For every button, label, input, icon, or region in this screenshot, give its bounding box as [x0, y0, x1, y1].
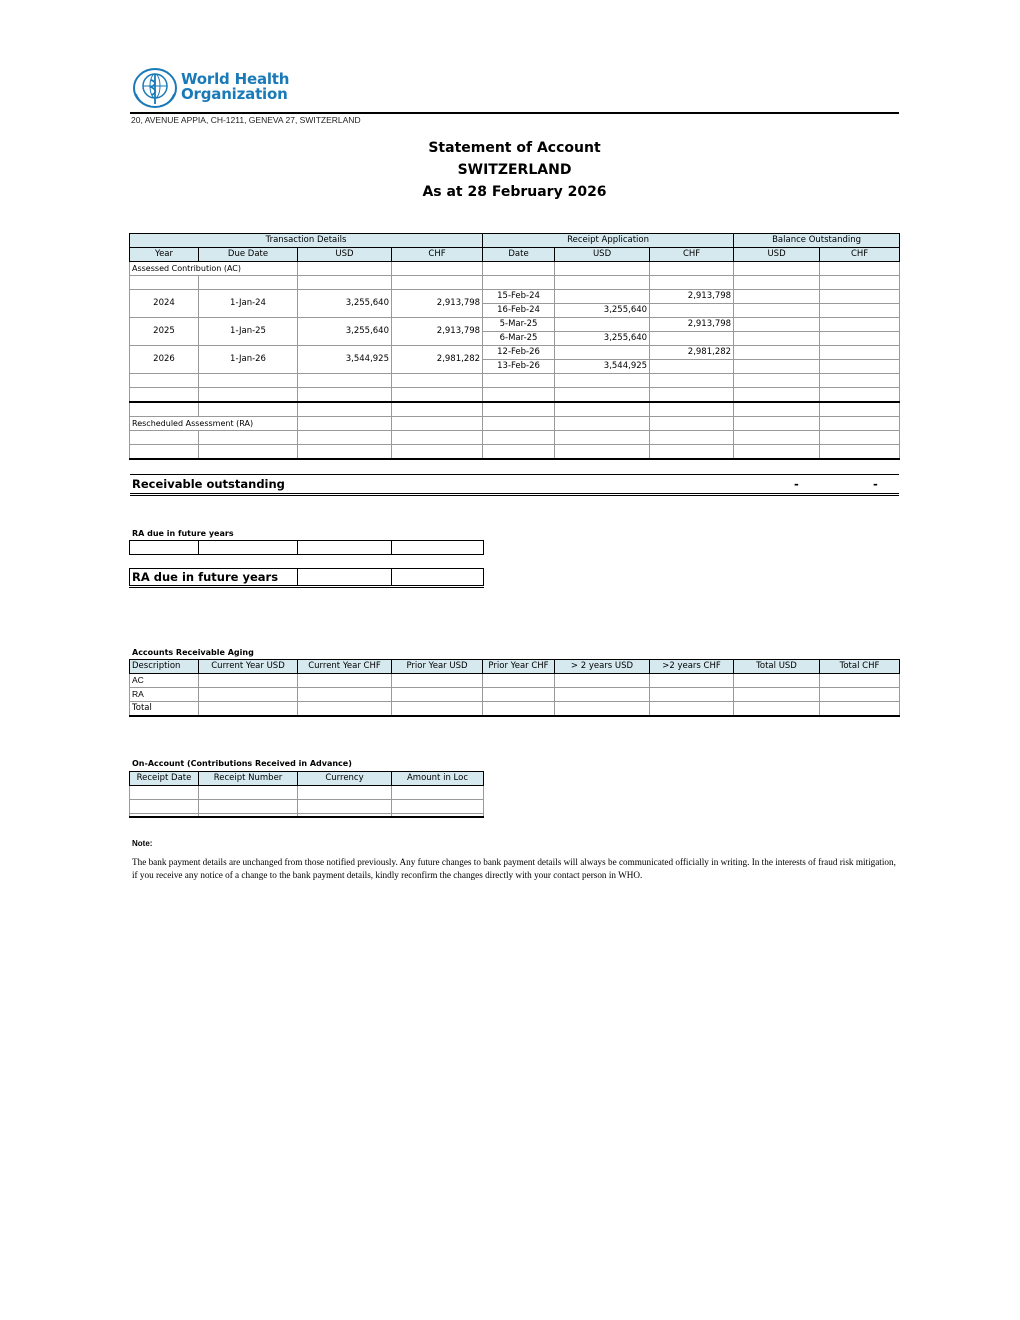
col-year: Year — [130, 248, 199, 262]
receipt-usd-cell — [555, 318, 650, 332]
country-name: SWITZERLAND — [457, 162, 572, 178]
ra-future-total-row — [130, 569, 484, 587]
on-account-col-amount: Amount in Loc — [392, 772, 484, 786]
year-cell: 2024 — [130, 290, 199, 318]
org-name-line1: World Health — [181, 70, 290, 88]
note-label: Note: — [132, 839, 153, 848]
receipt-date-cell: 5-Mar-25 — [483, 318, 555, 332]
receipt-chf-cell — [650, 360, 734, 374]
on-account-col-receipt-number: Receipt Number — [199, 772, 298, 786]
table-row — [130, 445, 900, 460]
chf-cell: 2,913,798 — [392, 290, 483, 318]
aging-row-ac — [130, 674, 900, 688]
chf-cell: 2,913,798 — [392, 318, 483, 346]
statement-date: As at 28 February 2026 — [422, 184, 607, 200]
usd-cell: 3,255,640 — [298, 290, 392, 318]
col-usd: USD — [298, 248, 392, 262]
group-header-receipt: Receipt Application — [483, 234, 734, 248]
aging-table — [129, 659, 900, 717]
col-balance-chf: CHF — [820, 248, 900, 262]
col-receipt-usd: USD — [555, 248, 650, 262]
aging-col-current-chf: Current Year CHF — [298, 660, 392, 674]
table-row — [130, 374, 900, 388]
receipt-date-cell: 16-Feb-24 — [483, 304, 555, 318]
receipt-usd-cell — [555, 346, 650, 360]
group-header-transaction: Transaction Details — [130, 234, 483, 248]
aging-col-total-chf: Total CHF — [820, 660, 900, 674]
aging-desc: Total — [130, 702, 199, 717]
org-name-line2: Organization — [181, 85, 288, 103]
usd-cell: 3,255,640 — [298, 318, 392, 346]
receipt-usd-cell: 3,255,640 — [555, 332, 650, 346]
receipt-date-cell: 15-Feb-24 — [483, 290, 555, 304]
aging-col-prior-usd: Prior Year USD — [392, 660, 483, 674]
col-balance-usd: USD — [734, 248, 820, 262]
table-row — [130, 431, 900, 445]
receipt-chf-cell — [650, 304, 734, 318]
column-header-row — [130, 248, 900, 262]
receipt-chf-cell: 2,981,282 — [650, 346, 734, 360]
section-row-ra — [130, 417, 900, 431]
table-row — [130, 346, 900, 360]
aging-col-2y-chf: >2 years CHF — [650, 660, 734, 674]
aging-col-2y-usd: > 2 years USD — [555, 660, 650, 674]
col-receipt-date: Date — [483, 248, 555, 262]
on-account-header-row — [130, 772, 484, 786]
statement-table — [129, 233, 900, 460]
section-label-ra: Rescheduled Assessment (RA) — [130, 417, 298, 431]
due-date-cell: 1-Jan-26 — [199, 346, 298, 374]
year-cell: 2026 — [130, 346, 199, 374]
statement-title: Statement of Account — [428, 140, 601, 156]
aging-desc: RA — [130, 688, 199, 702]
receivable-usd: - — [794, 477, 799, 491]
col-due-date: Due Date — [199, 248, 298, 262]
receipt-date-cell: 12-Feb-26 — [483, 346, 555, 360]
note-text: The bank payment details are unchanged from those notified previously. Any future changes to bank payment details will always be communicated officially in writing. In the interests of fraud risk mitigation, if you receive any notice of a change to the bank payment details, kindly reconfirm the changes directly with your contact person in WHO. — [132, 857, 896, 880]
receipt-chf-cell: 2,913,798 — [650, 318, 734, 332]
who-emblem-icon — [130, 66, 180, 110]
receipt-usd-cell — [555, 290, 650, 304]
address: 20, AVENUE APPIA, CH-1211, GENEVA 27, SWITZERLAND — [131, 115, 361, 125]
receivable-label: Receivable outstanding — [132, 477, 285, 491]
receipt-date-cell: 13-Feb-26 — [483, 360, 555, 374]
on-account-col-currency: Currency — [298, 772, 392, 786]
due-date-cell: 1-Jan-24 — [199, 290, 298, 318]
ra-future-total-label: RA due in future years — [130, 569, 298, 587]
receivable-outstanding-row — [130, 474, 899, 496]
table-row — [130, 800, 484, 814]
due-date-cell: 1-Jan-25 — [199, 318, 298, 346]
usd-cell: 3,544,925 — [298, 346, 392, 374]
table-row — [130, 276, 900, 290]
table-row — [130, 814, 484, 818]
aging-col-total-usd: Total USD — [734, 660, 820, 674]
receipt-usd-cell: 3,544,925 — [555, 360, 650, 374]
receipt-usd-cell: 3,255,640 — [555, 304, 650, 318]
aging-col-current-usd: Current Year USD — [199, 660, 298, 674]
section-row-ac — [130, 262, 900, 276]
group-header-row — [130, 234, 900, 248]
ra-future-total-table — [129, 568, 484, 588]
on-account-col-receipt-date: Receipt Date — [130, 772, 199, 786]
aging-desc: AC — [130, 674, 199, 688]
ra-future-table — [129, 540, 484, 555]
aging-col-prior-chf: Prior Year CHF — [483, 660, 555, 674]
aging-row-ra — [130, 688, 900, 702]
table-row — [130, 541, 484, 555]
section-label-ac: Assessed Contribution (AC) — [130, 262, 298, 276]
aging-header-row — [130, 660, 900, 674]
table-row — [130, 290, 900, 304]
receipt-date-cell: 6-Mar-25 — [483, 332, 555, 346]
ra-future-label: RA due in future years — [132, 529, 234, 538]
on-account-title: On-Account (Contributions Received in Advance) — [132, 759, 352, 768]
year-cell: 2025 — [130, 318, 199, 346]
receipt-chf-cell — [650, 332, 734, 346]
col-receipt-chf: CHF — [650, 248, 734, 262]
receivable-chf: - — [873, 477, 878, 491]
group-header-balance: Balance Outstanding — [734, 234, 900, 248]
table-row — [130, 402, 900, 417]
on-account-table — [129, 771, 484, 818]
aging-col-description: Description — [130, 660, 199, 674]
table-row — [130, 388, 900, 403]
table-row — [130, 318, 900, 332]
receipt-chf-cell: 2,913,798 — [650, 290, 734, 304]
aging-title: Accounts Receivable Aging — [132, 648, 254, 657]
org-name — [181, 72, 289, 102]
aging-row-total — [130, 702, 900, 717]
header-rule — [130, 112, 899, 114]
chf-cell: 2,981,282 — [392, 346, 483, 374]
col-chf: CHF — [392, 248, 483, 262]
table-row — [130, 786, 484, 800]
